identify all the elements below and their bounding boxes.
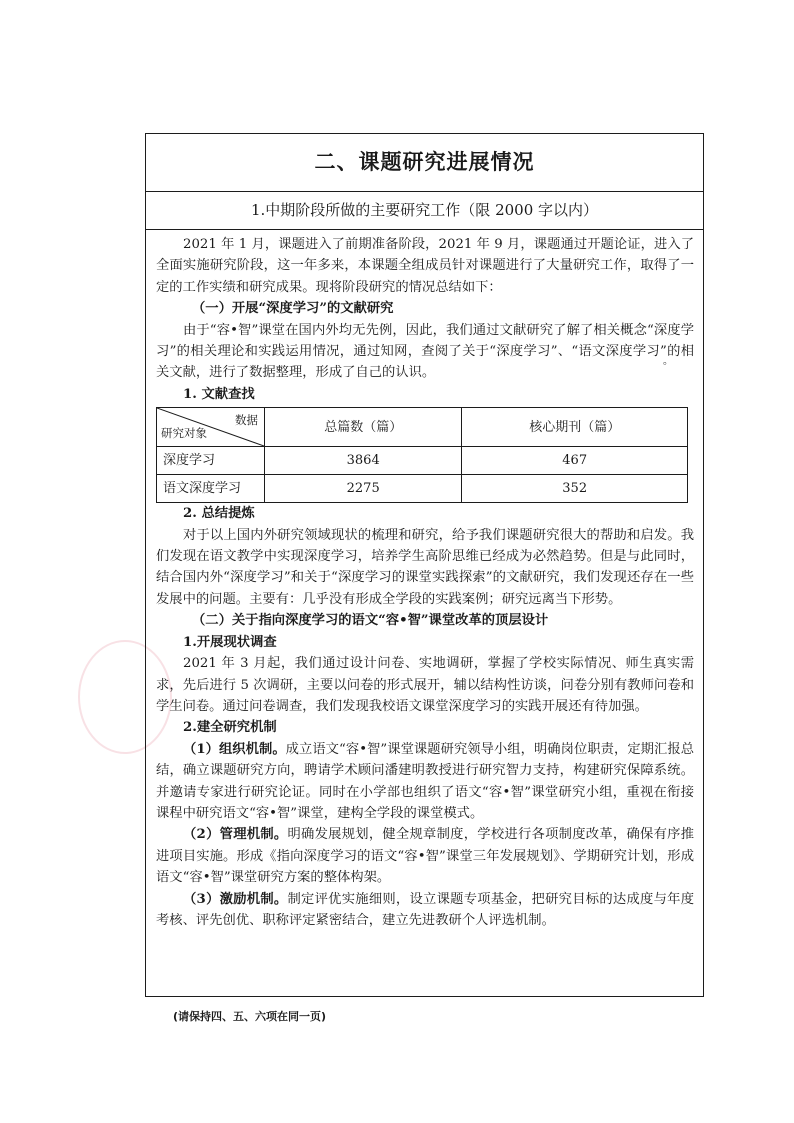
row-label: 深度学习 [157,447,265,475]
row-total: 2275 [265,475,462,503]
title-row [146,134,703,192]
table-row [157,447,688,475]
mechanism-incentive [156,889,694,932]
content-body [156,234,694,931]
mechanism-label: （2）管理机制。 [183,827,288,843]
col-header-core: 核心期刊（篇） [462,408,688,447]
row-core: 352 [462,475,688,503]
part1-paragraph: 由于“容•智”课堂在国内外均无先例，因此，我们通过文献研究了解了相关概念“深度学习”的相关理论和实践运用情况，通过知网，查阅了关于“深度学习”、“语文深度学习”的相关文献，进行了数据整理，形成了自己的认识。 [156,322,694,381]
corner-top-label: 数据 [235,413,258,428]
table-header-row [157,408,688,447]
part2-heading: （二）关于指向深度学习的语文“容•智”课堂改革的顶层设计 [192,613,549,629]
report-frame [145,133,704,997]
row-total: 3864 [265,447,462,475]
mechanism-organization [156,739,694,825]
part2-sub1-heading: 1.开展现状调查 [183,634,277,650]
mechanism-text: 制定评优实施细则，设立课题专项基金，把研究目标的达成度与年度考核、评先创优、职称评定紧密结合，建立先进教研个人评选机制。 [156,891,695,928]
section-title: 二、课题研究进展情况 [314,150,535,174]
divider [146,229,703,230]
part2-paragraph-1: 2021 年 3 月起，我们通过设计问卷、实地调研，掌握了学校实际情况、师生真实需求，先后进行 5 次调研，主要以问卷的形式展开，辅以结构性访谈，问卷分别有教师问卷和学生问卷。通过问卷调查，我们发现我校语文课堂深度学习的实践开展还有待加强。 [156,656,694,714]
mechanism-management [156,824,694,888]
part1-paragraph-2: 对于以上国内外研究领域现状的梳理和研究，给予我们课题研究很大的帮助和启发。我们发现在语文教学中实现深度学习，培养学生高阶思维已经成为必然趋势。但是与此同时，结合国内外“深度学习”和关于“深度学习的课堂实践探索”的文献研究，我们发现还存在一些发展中的问题。主要有：几乎没有形成全学段的实践案例；研究远离当下形势。 [156,527,694,607]
part1-heading: （一）开展“深度学习”的文献研究 [192,301,394,317]
part1-sub2-heading: 2. 总结提炼 [183,506,255,522]
intro-paragraph: 2021 年 1 月，课题进入了前期准备阶段，2021 年 9 月，课题通过开题论证，进入了全面实施研究阶段，这一年多来，本课题全组成员针对课题进行了大量研究工作，取得了一定的工作实绩和研究成果。现将阶段研究的情况总结如下： [156,237,694,295]
part2-sub2-heading: 2.建全研究机制 [183,720,277,736]
subtitle: 1.中期阶段所做的主要研究工作（限 2000 字以内） [250,201,599,219]
mechanism-text: 明确发展规划，健全规章制度，学校进行各项制度改革，确保有序推进项目实施。形成《指向深度学习的语文“容•智”课堂三年发展规划》、学期研究计划，形成语文“容•智”课堂研究方案的整体构架。 [156,827,695,886]
row-label: 语文深度学习 [157,475,265,503]
literature-table [156,407,688,503]
mechanism-label: （3）激励机制。 [183,891,288,907]
table-row [157,475,688,503]
part1-sub1-heading: 1. 文献查找 [183,386,255,402]
corner-bottom-label: 研究对象 [161,425,207,440]
table-corner-cell [157,408,265,447]
mechanism-label: （1）组织机制。 [183,741,286,757]
col-header-total: 总篇数（篇） [265,408,462,447]
stray-mark: 。 [663,356,673,367]
row-core: 467 [462,447,688,475]
footer-note: (请保持四、五、六项在同一页) [173,1010,327,1023]
mechanism-text: 成立语文“容•智”课堂课题研究领导小组，明确岗位职责，定期汇报总结，确立课题研究方向，聘请学术顾问潘建明教授进行研究智力支持，构建研究保障系统。并邀请专家进行研究论证。同时在小学部也组织了语文“容•智”课堂研究小组，重视在衔接课程中研究语文“容•智”课堂，建构全学段的课堂模式。 [156,741,694,821]
